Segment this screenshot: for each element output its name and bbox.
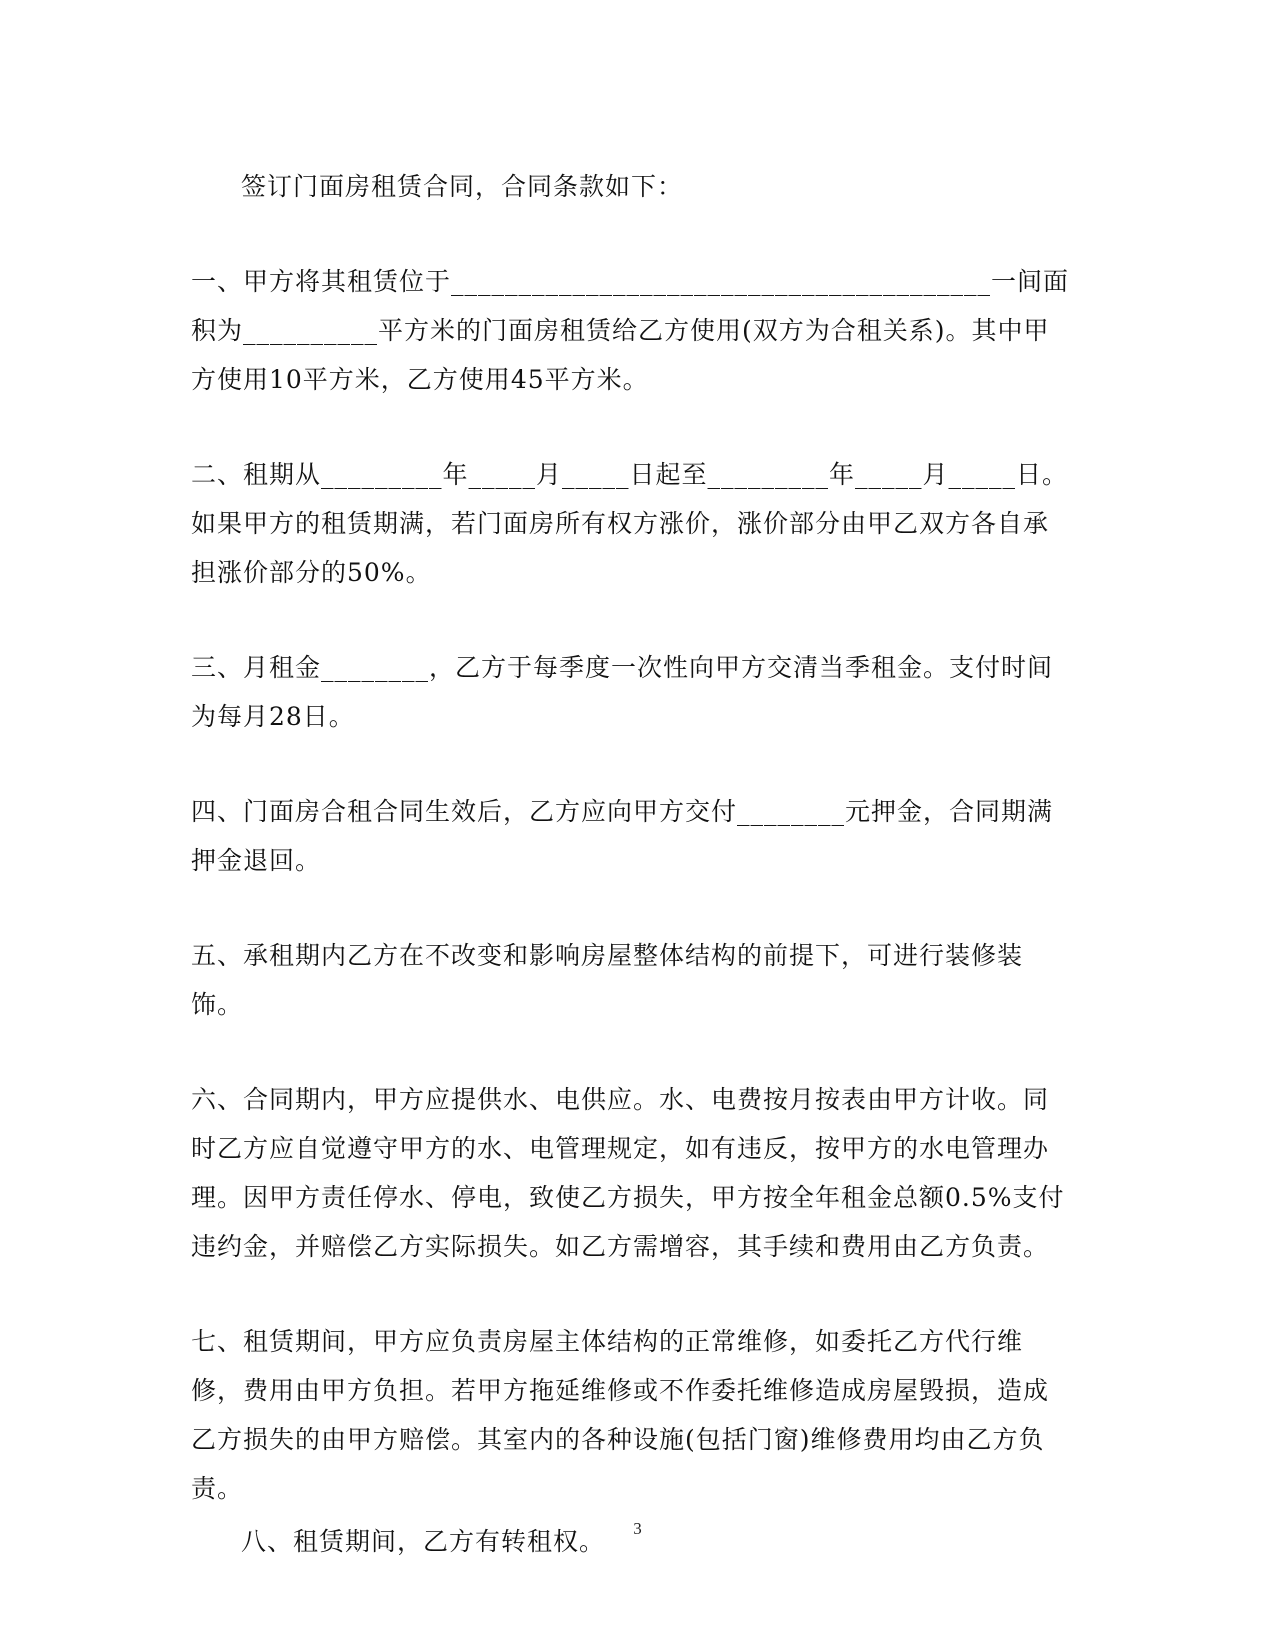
clause-7: 七、租赁期间，甲方应负责房屋主体结构的正常维修，如委托乙方代行维修，费用由甲方负担。若甲方拖延维修或不作委托维修造成房屋毁损，造成乙方损失的由甲方赔偿。其室内的各种设施(包括门窗)维修费用均由乙方负责。 — [191, 1327, 1050, 1503]
clause-4: 四、门面房合租合同生效后，乙方应向甲方交付________元押金，合同期满押金退回。 — [191, 797, 1054, 875]
clause-6: 六、合同期内，甲方应提供水、电供应。水、电费按月按表由甲方计收。同时乙方应自觉遵守甲方的水、电管理规定，如有违反，按甲方的水电管理办理。因甲方责任停水、停电，致使乙方损失，甲方按全年租金总额0.5%支付违约金，并赔偿乙方实际损失。如乙方需增容，其手续和费用由乙方负责。 — [191, 1085, 1065, 1261]
clause-3: 三、月租金________，乙方于每季度一次性向甲方交清当季租金。支付时间为每月28日。 — [191, 653, 1054, 731]
page-number: 3 — [633, 1519, 642, 1538]
clause-5: 五、承租期内乙方在不改变和影响房屋整体结构的前提下，可进行装修装饰。 — [191, 941, 1024, 1019]
contract-body — [191, 162, 1071, 1566]
intro-paragraph: 签订门面房租赁合同，合同条款如下： — [241, 172, 684, 201]
clause-1: 一、甲方将其租赁位于________________________________________一间面积为__________平方米的门面房租赁给乙方使用(双方为合租关系)。其中甲方使用10平方米，乙方使用45平方米。 — [191, 267, 1070, 394]
clause-2: 二、租期从_________年_____月_____日起至_________年_____月_____日。如果甲方的租赁期满，若门面房所有权方涨价，涨价部分由甲乙双方各自承担涨价部分的50%。 — [191, 460, 1069, 587]
clause-8: 八、租赁期间，乙方有转租权。 — [241, 1527, 606, 1556]
